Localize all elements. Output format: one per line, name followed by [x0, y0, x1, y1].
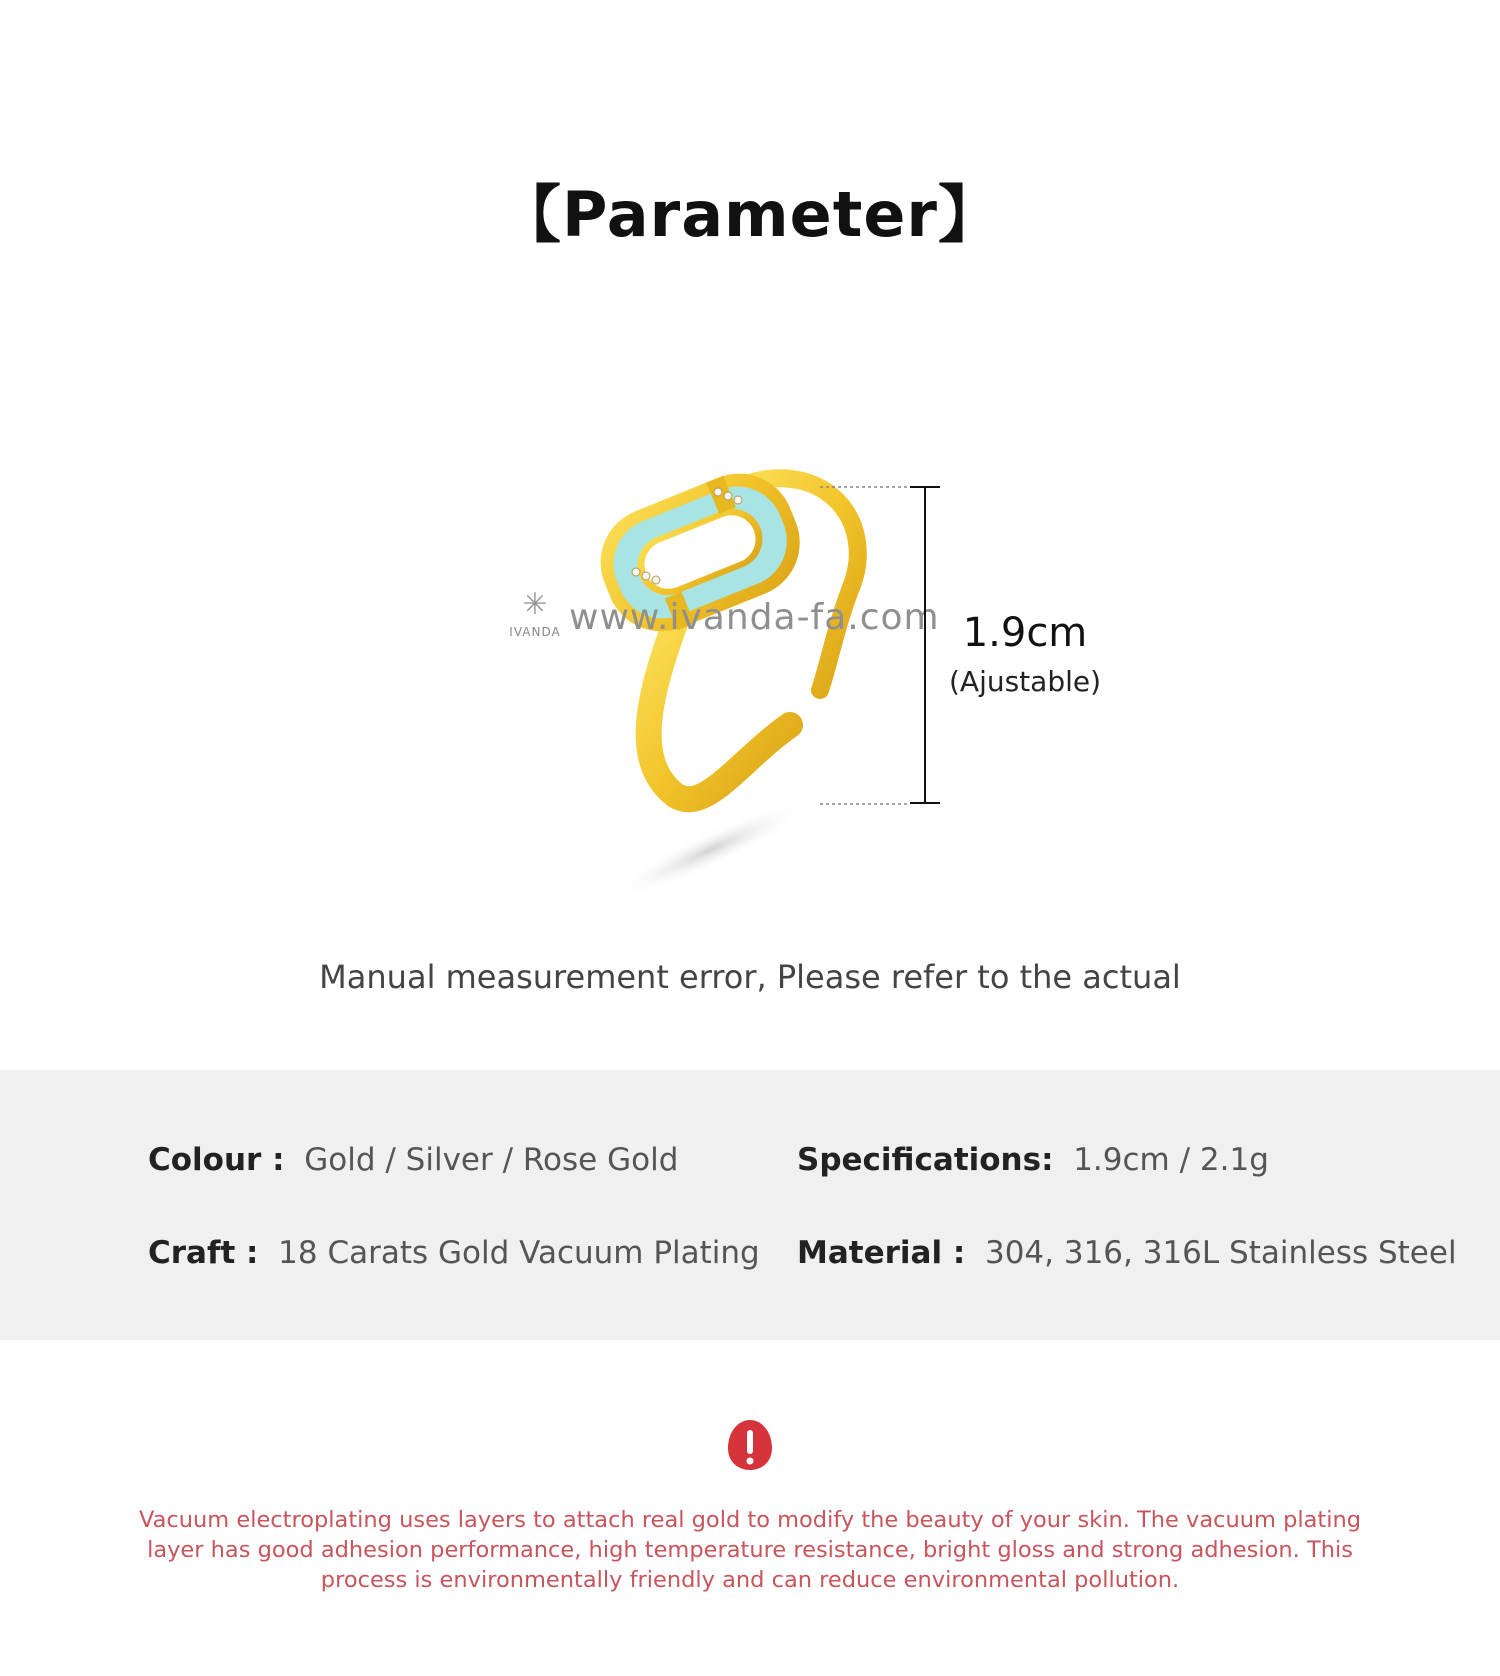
exclamation-icon [726, 1418, 774, 1472]
page-title: 【Parameter】 [499, 178, 1001, 251]
star-icon: ✳ [522, 587, 548, 622]
spec-craft [148, 1235, 760, 1271]
spec-band [0, 1070, 1500, 1340]
spec-specifications-value: 1.9cm / 2.1g [1073, 1142, 1269, 1178]
spec-colour [148, 1142, 678, 1178]
spec-colour-label: Colour : [148, 1142, 285, 1178]
measurement-disclaimer: Manual measurement error, Please refer to the actual [319, 958, 1181, 996]
measure-guide-lines [820, 486, 920, 806]
brand-name: IVANDA [509, 625, 561, 639]
spec-material [797, 1235, 1457, 1271]
spec-specifications-label: Specifications: [797, 1142, 1054, 1178]
dimension-note: (Ajustable) [948, 665, 1102, 698]
spec-craft-value: 18 Carats Gold Vacuum Plating [278, 1235, 760, 1271]
spec-material-label: Material : [797, 1235, 966, 1271]
watermark-url: www.ivanda-fa.com [569, 597, 940, 638]
spec-material-value: 304, 316, 316L Stainless Steel [984, 1235, 1457, 1271]
spec-colour-value: Gold / Silver / Rose Gold [304, 1142, 679, 1178]
spec-specifications [797, 1142, 1269, 1178]
brand-logo [505, 585, 565, 655]
spec-craft-label: Craft : [148, 1235, 259, 1271]
dimension-value: 1.9cm [962, 610, 1088, 656]
plating-warning-text: Vacuum electroplating uses layers to attach real gold to modify the beauty of your skin. The vacuum plating layer has good adhesion performance, high temperature resistance, bright gloss and strong adhesion. This process is environmentally friendly and can reduce environmental pollution. [138, 1507, 1362, 1593]
